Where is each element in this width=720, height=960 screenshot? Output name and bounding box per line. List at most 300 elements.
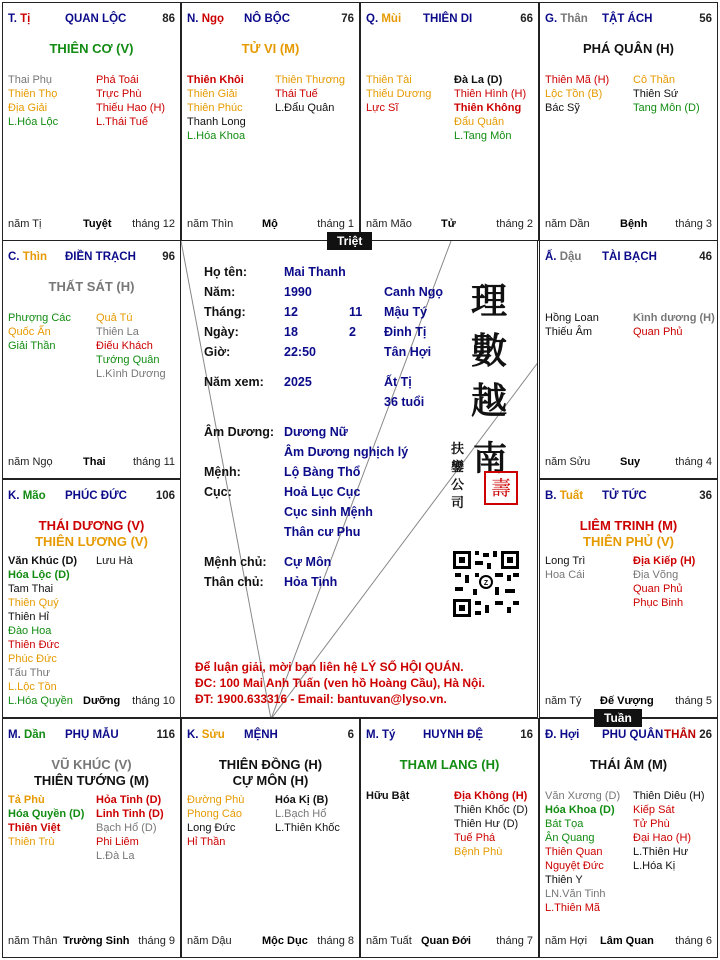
palace-year: năm Thân bbox=[8, 935, 58, 947]
main-star: THIÊN ĐỒNG (H) bbox=[218, 757, 323, 772]
palace-month: tháng 3 bbox=[675, 218, 712, 230]
minor-star: Thiên Thọ bbox=[8, 88, 58, 100]
main-stars bbox=[3, 518, 180, 550]
minor-stars-right bbox=[633, 311, 715, 339]
palace-year: năm Sửu bbox=[545, 456, 591, 468]
label-ngay: Ngày: bbox=[204, 325, 239, 339]
palace-number: 16 bbox=[520, 729, 533, 741]
palace-number: 56 bbox=[699, 13, 712, 25]
palace-footer bbox=[8, 695, 175, 709]
small-seal-char-3: 公 bbox=[451, 478, 465, 493]
palace-name: TÀI BẠCH bbox=[602, 251, 657, 263]
palace-cell-mui bbox=[360, 2, 539, 241]
calligraphy-char-1: 理 bbox=[471, 280, 508, 322]
palace-number: 106 bbox=[155, 490, 175, 502]
small-seal-char-4: 司 bbox=[451, 496, 465, 511]
palace-phase: Trường Sinh bbox=[63, 935, 130, 947]
main-stars bbox=[3, 757, 180, 789]
label-am-duong: Âm Dương: bbox=[204, 425, 275, 439]
minor-star: Thai Phụ bbox=[8, 74, 53, 86]
minor-stars-right bbox=[633, 789, 705, 873]
palace-header bbox=[8, 490, 175, 506]
palace-branch: Đ. Hợi bbox=[545, 729, 580, 741]
palace-number: 46 bbox=[699, 251, 712, 263]
main-star: PHÁ QUÂN (H) bbox=[583, 41, 674, 56]
label-gio: Giờ: bbox=[204, 345, 231, 359]
minor-stars-right bbox=[96, 311, 166, 381]
palace-branch: M. Dần bbox=[8, 729, 46, 741]
palace-number: 116 bbox=[156, 729, 175, 741]
minor-star: Hóa Lộc (D) bbox=[8, 569, 70, 581]
minor-stars-left bbox=[8, 311, 71, 353]
small-seal-char-2: 鑾 bbox=[451, 460, 465, 475]
value-gio-can: Tân Hợi bbox=[384, 345, 432, 359]
palace-branch: Q. Mùi bbox=[366, 13, 402, 25]
minor-star: Trực Phù bbox=[96, 88, 142, 100]
palace-year: năm Thìn bbox=[187, 218, 234, 230]
minor-star: Thiên Mã (H) bbox=[545, 74, 610, 86]
contact-line-1: Để luận giải, mời bạn liên hệ LÝ SỐ HỘI QUÁN. bbox=[195, 660, 464, 674]
minor-star: Lực Sĩ bbox=[366, 102, 399, 114]
minor-star: Thiên Phúc bbox=[187, 102, 243, 114]
minor-star: Thiên Quan bbox=[545, 846, 603, 858]
palace-number: 36 bbox=[699, 490, 712, 502]
minor-star: L.Hóa Lộc bbox=[8, 116, 59, 128]
minor-star: L.Thiên Mã bbox=[545, 902, 601, 914]
minor-star: Địa Không (H) bbox=[454, 790, 528, 802]
palace-footer bbox=[366, 218, 533, 232]
minor-stars-left bbox=[366, 789, 409, 803]
minor-star: Thiên Thương bbox=[275, 74, 346, 86]
palace-header bbox=[545, 729, 712, 745]
calligraphy-char-2: 數 bbox=[471, 330, 508, 372]
main-stars bbox=[3, 41, 180, 57]
label-ho-ten: Họ tên: bbox=[204, 265, 248, 279]
main-stars bbox=[3, 279, 180, 295]
palace-phase: Đế Vượng bbox=[600, 695, 654, 707]
palace-month: tháng 8 bbox=[317, 935, 354, 947]
value-menh-chu: Cự Môn bbox=[284, 555, 332, 569]
minor-star: Quả Tú bbox=[96, 312, 133, 324]
minor-star: L.Hóa Khoa bbox=[187, 130, 246, 142]
minor-star: Thiên Đức bbox=[8, 639, 60, 651]
minor-star: Quốc Ấn bbox=[8, 326, 51, 338]
palace-month: tháng 12 bbox=[132, 218, 175, 230]
minor-star: Thiên Tài bbox=[366, 74, 412, 86]
minor-star: Điếu Khách bbox=[96, 340, 153, 352]
palace-phase: Quan Đới bbox=[421, 935, 471, 947]
palace-header bbox=[545, 251, 712, 267]
palace-branch: M. Tý bbox=[366, 729, 396, 741]
palace-month: tháng 4 bbox=[675, 456, 712, 468]
label-cuc: Cục: bbox=[204, 485, 232, 499]
label-nam-xem: Năm xem: bbox=[204, 375, 264, 389]
palace-cell-ngo bbox=[181, 2, 360, 241]
contact-line-3: ĐT: 1900.633316 - Email: bantuvan@lyso.vn. bbox=[195, 692, 447, 706]
minor-star: Lưu Hà bbox=[96, 555, 133, 567]
palace-branch: G. Thân bbox=[545, 13, 588, 25]
palace-month: tháng 10 bbox=[132, 695, 175, 707]
main-stars bbox=[540, 41, 717, 57]
palace-branch: K. Sửu bbox=[187, 729, 225, 741]
minor-star: Linh Tinh (D) bbox=[96, 808, 164, 820]
palace-footer bbox=[545, 695, 712, 709]
main-star: THÁI DƯƠNG (V) bbox=[38, 518, 145, 533]
palace-branch: N. Ngọ bbox=[187, 13, 225, 25]
palace-header bbox=[366, 729, 533, 745]
minor-star: Bác Sỹ bbox=[545, 102, 580, 114]
value-nam-xem-can: Ất Tị bbox=[384, 375, 412, 389]
center-info-panel bbox=[180, 240, 538, 718]
small-seal-char-1: 扶 bbox=[451, 442, 465, 457]
main-star: THIÊN CƠ (V) bbox=[49, 41, 134, 56]
value-ho-ten: Mai Thanh bbox=[284, 265, 346, 279]
value-cuc-2: Cục sinh Mệnh bbox=[284, 505, 373, 519]
minor-star: Thiên Khốc (D) bbox=[454, 804, 528, 816]
main-stars bbox=[540, 518, 717, 550]
minor-star: Thiên Giải bbox=[187, 88, 238, 100]
minor-star: Hóa Quyền (D) bbox=[8, 808, 85, 820]
palace-year: năm Ngọ bbox=[8, 456, 53, 468]
label-nam: Năm: bbox=[204, 285, 236, 299]
minor-star: Địa Kiếp (H) bbox=[633, 555, 696, 567]
palace-footer bbox=[545, 218, 712, 232]
palace-cell-suu bbox=[181, 718, 360, 958]
minor-star: Thiên Hỉ bbox=[8, 611, 49, 623]
minor-stars-left bbox=[545, 311, 599, 339]
label-menh: Mệnh: bbox=[204, 465, 241, 479]
main-star: THIÊN PHỦ (V) bbox=[583, 534, 674, 549]
minor-star: Thiếu Âm bbox=[545, 326, 593, 338]
palace-header bbox=[366, 13, 533, 29]
palace-header bbox=[8, 251, 175, 267]
palace-phase: Mộ bbox=[262, 218, 278, 230]
palace-number: 6 bbox=[347, 729, 354, 741]
palace-branch: C. Thìn bbox=[8, 251, 47, 263]
palace-name: QUAN LỘC bbox=[65, 13, 127, 25]
minor-star: Địa Võng bbox=[633, 569, 679, 581]
palace-month: tháng 6 bbox=[675, 935, 712, 947]
calligraphy-char-4: 南 bbox=[473, 439, 507, 479]
palace-phase: Lâm Quan bbox=[600, 935, 654, 947]
main-star: THIÊN TƯỚNG (M) bbox=[33, 773, 150, 788]
palace-year: năm Mão bbox=[366, 218, 412, 230]
value-cuc-1: Hoả Lục Cục bbox=[284, 485, 361, 499]
minor-star: Thiên Việt bbox=[8, 822, 61, 834]
palace-number: 26 bbox=[699, 729, 712, 741]
minor-star: LN.Văn Tinh bbox=[545, 888, 606, 900]
minor-star: Văn Khúc (D) bbox=[8, 555, 78, 567]
minor-star: Kiếp Sát bbox=[633, 804, 675, 816]
palace-month: tháng 5 bbox=[675, 695, 712, 707]
minor-star: Thái Tuế bbox=[275, 88, 318, 100]
minor-stars-left bbox=[8, 793, 84, 849]
minor-stars-left bbox=[545, 554, 585, 582]
palace-branch: Ấ. Dậu bbox=[545, 251, 582, 263]
palace-cell-ty2 bbox=[360, 718, 539, 958]
palace-footer bbox=[187, 218, 354, 232]
main-star: CỰ MÔN (H) bbox=[232, 773, 309, 788]
value-nam: 1990 bbox=[284, 285, 312, 299]
palace-cell-mao bbox=[2, 479, 181, 718]
minor-star: Nguyệt Đức bbox=[545, 860, 604, 872]
minor-star: Bát Tọa bbox=[545, 818, 584, 830]
palace-header bbox=[545, 490, 712, 506]
palace-cell-ty bbox=[2, 2, 181, 241]
minor-star: Hoa Cái bbox=[545, 569, 585, 581]
palace-phase: Suy bbox=[620, 456, 641, 468]
qr-code[interactable] bbox=[451, 549, 521, 619]
minor-star: Địa Giải bbox=[8, 102, 48, 114]
minor-star: Lộc Tồn (B) bbox=[545, 88, 603, 100]
minor-star: Phi Liêm bbox=[96, 836, 139, 848]
minor-stars-right bbox=[96, 793, 164, 863]
main-star: TỬ VI (M) bbox=[241, 41, 300, 56]
palace-footer bbox=[545, 456, 712, 470]
minor-star: Hỏa Tinh (D) bbox=[96, 794, 162, 806]
minor-star: Long Trì bbox=[545, 555, 586, 567]
palace-footer bbox=[8, 935, 175, 949]
minor-star: L.Tang Môn bbox=[454, 130, 512, 142]
minor-star: Quan Phủ bbox=[633, 326, 683, 338]
palace-phase: Tuyệt bbox=[83, 218, 112, 230]
palace-name: TẬT ÁCH bbox=[602, 13, 653, 25]
svg-text:Z: Z bbox=[483, 580, 489, 587]
main-stars bbox=[540, 757, 717, 773]
palace-name: PHỤ MẪU bbox=[65, 729, 119, 741]
main-star: THIÊN LƯƠNG (V) bbox=[35, 534, 148, 549]
value-thang-am: 11 bbox=[349, 305, 363, 319]
minor-stars-right bbox=[633, 554, 695, 610]
palace-branch: T. Tị bbox=[8, 13, 31, 25]
minor-star: L.Đẩu Quân bbox=[275, 102, 335, 114]
palace-cell-hoi bbox=[539, 718, 718, 958]
palace-year: năm Dậu bbox=[187, 935, 232, 947]
palace-name: NÔ BỘC bbox=[244, 13, 290, 25]
minor-star: Thiên Trù bbox=[8, 836, 55, 848]
palace-name: ĐIỀN TRẠCH bbox=[65, 251, 136, 263]
palace-month: tháng 1 bbox=[317, 218, 354, 230]
minor-star: Tang Môn (D) bbox=[633, 102, 700, 114]
value-ngay-am: 2 bbox=[349, 325, 356, 339]
minor-star: Thiên La bbox=[96, 326, 139, 338]
main-stars bbox=[182, 41, 359, 57]
minor-stars-right bbox=[275, 793, 340, 835]
palace-phase: Dưỡng bbox=[83, 695, 121, 707]
palace-phase: Tử bbox=[441, 218, 456, 230]
palace-phase: Bệnh bbox=[620, 218, 648, 230]
palace-name: HUYNH ĐỆ bbox=[423, 729, 484, 741]
minor-star: L.Đà La bbox=[96, 850, 135, 862]
main-star: VŨ KHÚC (V) bbox=[51, 757, 132, 772]
minor-stars-left bbox=[8, 73, 58, 129]
value-menh: Lộ Bàng Thổ bbox=[284, 465, 361, 479]
label-menh-chu: Mệnh chủ: bbox=[204, 555, 267, 569]
minor-star: Đào Hoa bbox=[8, 625, 52, 637]
value-thang: 12 bbox=[284, 305, 298, 319]
minor-stars-right bbox=[454, 789, 528, 859]
minor-stars-left bbox=[187, 73, 246, 143]
minor-star: L.Bạch Hổ bbox=[275, 808, 327, 820]
minor-star: Văn Xương (D) bbox=[545, 790, 621, 802]
minor-star: Thiên Không bbox=[454, 102, 522, 114]
seal-stamp: 壽 bbox=[484, 471, 518, 505]
value-nam-xem: 2025 bbox=[284, 375, 312, 389]
label-than-chu: Thân chủ: bbox=[204, 575, 264, 589]
minor-star: Cô Thần bbox=[633, 74, 675, 86]
minor-stars-right bbox=[96, 73, 165, 129]
minor-star: L.Thiên Hư bbox=[633, 846, 689, 858]
minor-star: Kình dương (H) bbox=[633, 312, 715, 324]
minor-star: Đại Hao (H) bbox=[633, 832, 692, 844]
value-ngay-can: Đinh Tị bbox=[384, 325, 427, 339]
minor-star: Hóa Kị (B) bbox=[275, 794, 329, 806]
value-nam-can: Canh Ngọ bbox=[384, 285, 444, 299]
palace-footer bbox=[545, 935, 712, 949]
value-gio: 22:50 bbox=[284, 345, 316, 359]
minor-star: Tả Phù bbox=[8, 794, 45, 806]
minor-star: L.Kình Dương bbox=[96, 368, 166, 380]
minor-star: Phục Binh bbox=[633, 597, 684, 609]
palace-name: THIÊN DI bbox=[423, 13, 473, 25]
minor-star: Phong Cáo bbox=[187, 808, 243, 820]
palace-footer bbox=[187, 935, 354, 949]
minor-star: Hóa Khoa (D) bbox=[545, 804, 615, 816]
qr-code-graphic bbox=[451, 549, 521, 619]
minor-stars-left bbox=[366, 73, 431, 115]
palace-year: năm Tý bbox=[545, 695, 582, 707]
palace-phase: Thai bbox=[83, 456, 106, 468]
minor-star: Thiên Y bbox=[545, 874, 583, 886]
palace-number: 66 bbox=[520, 13, 533, 25]
value-tuoi: 36 tuổi bbox=[384, 395, 425, 409]
palace-month: tháng 7 bbox=[496, 935, 533, 947]
palace-branch: B. Tuất bbox=[545, 490, 584, 502]
minor-star: Phá Toái bbox=[96, 74, 139, 86]
palace-header bbox=[187, 13, 354, 29]
minor-star: Tử Phù bbox=[633, 818, 670, 830]
palace-number: 96 bbox=[162, 251, 175, 263]
minor-star: Thiếu Hao (H) bbox=[96, 102, 166, 114]
minor-star: Bệnh Phù bbox=[454, 846, 503, 858]
main-star: THAM LANG (H) bbox=[399, 757, 500, 772]
palace-phase: Mộc Dục bbox=[262, 935, 308, 947]
value-cuc-3: Thân cư Phu bbox=[284, 525, 361, 539]
palace-name: PHÚC ĐỨC bbox=[65, 490, 127, 502]
minor-star: Quan Phủ bbox=[633, 583, 683, 595]
minor-star: Đà La (D) bbox=[454, 74, 503, 86]
minor-stars-left bbox=[8, 554, 77, 708]
minor-stars-right bbox=[96, 554, 133, 568]
minor-star: Tam Thai bbox=[8, 583, 54, 595]
triet-marker: Triệt bbox=[327, 232, 372, 250]
palace-header bbox=[187, 729, 354, 745]
minor-star: Thiên Khôi bbox=[187, 74, 244, 86]
minor-stars-right bbox=[633, 73, 700, 115]
palace-cell-tuat bbox=[539, 479, 718, 718]
minor-star: Bạch Hổ (D) bbox=[96, 822, 157, 834]
palace-footer bbox=[366, 935, 533, 949]
minor-star: Thiếu Dương bbox=[366, 88, 432, 100]
label-thang: Tháng: bbox=[204, 305, 246, 319]
minor-star: Phượng Các bbox=[8, 312, 71, 324]
minor-star: L.Hóa Quyền bbox=[8, 695, 73, 707]
minor-stars-left bbox=[545, 789, 620, 915]
palace-branch: K. Mão bbox=[8, 490, 46, 502]
minor-star: Tấu Thư bbox=[8, 667, 51, 679]
small-seal-text bbox=[451, 441, 467, 513]
minor-star: Phúc Đức bbox=[8, 653, 57, 665]
minor-star: Thanh Long bbox=[187, 116, 246, 128]
main-star: THẤT SÁT (H) bbox=[48, 279, 135, 294]
palace-year: năm Tị bbox=[8, 218, 42, 230]
palace-cell-than bbox=[539, 2, 718, 241]
value-ngay: 18 bbox=[284, 325, 298, 339]
value-am-duong-1: Dương Nữ bbox=[284, 425, 348, 439]
calligraphy-char-3: 越 bbox=[471, 380, 508, 422]
palace-name: MỆNH bbox=[244, 729, 278, 741]
minor-star: Tuế Phá bbox=[454, 832, 496, 844]
minor-star: Đẩu Quân bbox=[454, 116, 505, 128]
palace-header bbox=[8, 729, 175, 745]
palace-year: năm Dần bbox=[545, 218, 590, 230]
than-marker: THÂN bbox=[664, 729, 696, 741]
palace-month: tháng 9 bbox=[138, 935, 175, 947]
minor-star: Đường Phù bbox=[187, 794, 245, 806]
palace-number: 76 bbox=[341, 13, 354, 25]
minor-stars-right bbox=[454, 73, 526, 143]
palace-year: năm Hợi bbox=[545, 935, 588, 947]
minor-star: L.Thiên Khốc bbox=[275, 822, 340, 834]
minor-stars-right bbox=[275, 73, 345, 115]
palace-header bbox=[8, 13, 175, 29]
minor-star: Thiên Sứ bbox=[633, 88, 679, 100]
minor-star: Hồng Loan bbox=[545, 312, 599, 324]
value-than-chu: Hỏa Tinh bbox=[284, 575, 338, 589]
minor-star: Thiên Hư (D) bbox=[454, 818, 519, 830]
main-stars bbox=[182, 757, 359, 789]
minor-star: L.Lộc Tồn bbox=[8, 681, 57, 693]
minor-star: Thiên Hình (H) bbox=[454, 88, 527, 100]
palace-footer bbox=[8, 456, 175, 470]
minor-star: Giải Thần bbox=[8, 340, 56, 352]
contact-line-2: ĐC: 100 Mai Anh Tuấn (ven hồ Hoàng Cầu), Hà Nội. bbox=[195, 676, 486, 690]
minor-star: Long Đức bbox=[187, 822, 236, 834]
palace-cell-dau bbox=[539, 240, 718, 479]
minor-star: Ân Quang bbox=[545, 832, 595, 844]
minor-star: Thiên Diêu (H) bbox=[633, 790, 705, 802]
palace-number: 86 bbox=[162, 13, 175, 25]
minor-star: Hữu Bật bbox=[366, 790, 410, 802]
minor-star: L.Thái Tuế bbox=[96, 116, 148, 128]
palace-footer bbox=[8, 218, 175, 232]
main-stars bbox=[361, 757, 538, 773]
minor-star: Tướng Quân bbox=[96, 354, 160, 366]
main-star: THÁI ÂM (M) bbox=[589, 757, 668, 772]
tuan-marker: Tuần bbox=[594, 709, 642, 727]
palace-cell-dan bbox=[2, 718, 181, 958]
palace-name: PHU QUÂN bbox=[602, 729, 664, 741]
minor-star: L.Hóa Kị bbox=[633, 860, 676, 872]
value-am-duong-2: Âm Dương nghịch lý bbox=[284, 445, 409, 459]
palace-month: tháng 2 bbox=[496, 218, 533, 230]
palace-cell-thin bbox=[2, 240, 181, 479]
value-thang-can: Mậu Tý bbox=[384, 305, 428, 319]
palace-year: năm Tuất bbox=[366, 935, 412, 947]
main-star: LIÊM TRINH (M) bbox=[579, 518, 678, 533]
minor-stars-left bbox=[187, 793, 244, 849]
minor-star: Hỉ Thần bbox=[187, 836, 226, 848]
